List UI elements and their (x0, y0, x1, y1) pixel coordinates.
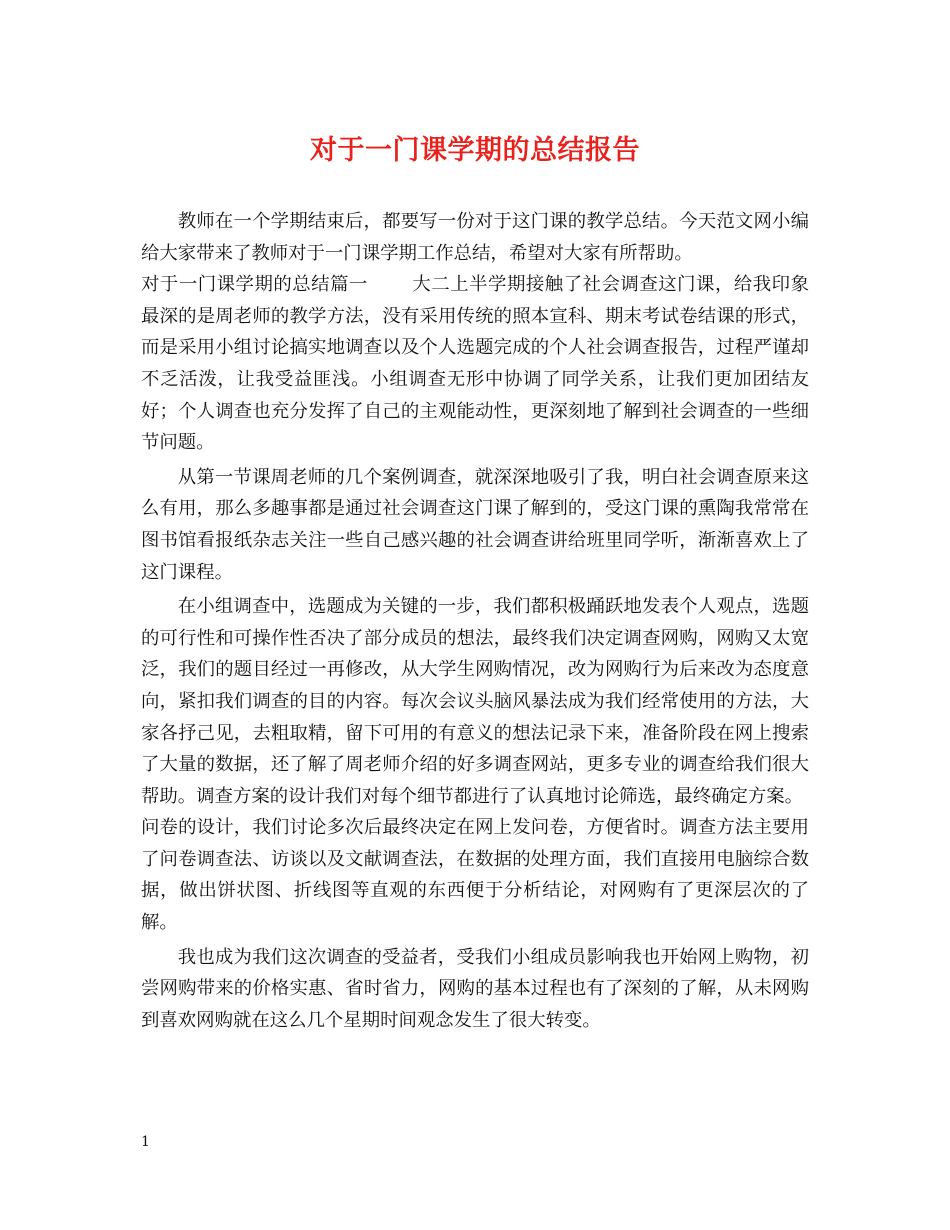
page-number: 1 (141, 1134, 150, 1150)
document-body (141, 206, 809, 1036)
paragraph-4: 我也成为我们这次调查的受益者，受我们小组成员影响我也开始网上购物，初尝网购带来的价格实惠、省时省力，网购的基本过程也有了深刻的了解，从未网购到喜欢网购就在这么几个星期时间观念发生了很大转变。 (141, 946, 809, 1031)
paragraph-3-continued: 问卷的设计，我们讨论多次后最终决定在网上发问卷，方便省时。调查方法主要用了问卷调查法、访谈以及文献调查法，在数据的处理方面，我们直接用电脑综合数据，做出饼状图、折线图等直观的东西便于分析结论，对网购有了更深层次的了解。 (141, 817, 809, 934)
section-heading: 对于一门课学期的总结篇一 (141, 274, 368, 296)
intro-paragraph: 教师在一个学期结束后，都要写一份对于这门课的教学总结。今天范文网小编给大家带来了教师对于一门课学期工作总结，希望对大家有所帮助。 (141, 211, 809, 264)
paragraph-2: 从第一节课周老师的几个案例调查，就深深地吸引了我，明白社会调查原来这么有用，那么多趣事都是通过社会调查这门课了解到的，受这门课的熏陶我常常在图书馆看报纸杂志关注一些自己感兴趣的社会调查讲给班里同学听，渐渐喜欢上了这门课程。 (141, 466, 809, 583)
section-paragraph-1 (141, 269, 809, 459)
paragraph-1-text: 大二上半学期接触了社会调查这门课，给我印象最深的是周老师的教学方法，没有采用传统的照本宣科、期末考试卷结课的形式，而是采用小组讨论搞实地调查以及个人选题完成的个人社会调查报告，过程严谨却不乏活泼，让我受益匪浅。小组调查无形中协调了同学关系，让我们更加团结友好；个人调查也充分发挥了自己的主观能动性，更深刻地了解到社会调查的一些细节问题。 (141, 274, 809, 454)
paragraph-3: 在小组调查中，选题成为关键的一步，我们都积极踊跃地发表个人观点，选题的可行性和可操作性否决了部分成员的想法，最终我们决定调查网购，网购又太宽泛，我们的题目经过一再修改，从大学生网购情况，改为网购行为后来改为态度意向，紧扣我们调查的目的内容。每次会议头脑风暴法成为我们经常使用的方法，大家各抒己见，去粗取精，留下可用的有意义的想法记录下来，准备阶段在网上搜索了大量的数据，还了解了周老师介绍的好多调查网站，更多专业的调查给我们很大帮助。调查方案的设计我们对每个细节都进行了认真地讨论筛选，最终确定方案。 (141, 596, 809, 807)
document-title: 对于一门课学期的总结报告 (310, 135, 640, 166)
